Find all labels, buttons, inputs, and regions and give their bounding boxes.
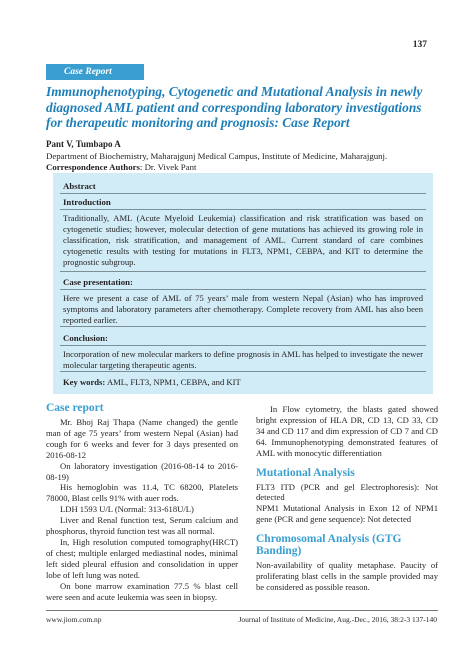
paragraph: FLT3 ITD (PCR and gel Electrophoresis): Not detected [256, 481, 438, 503]
footer-website: www.jiom.com.np [46, 615, 102, 624]
footer-divider [46, 610, 438, 611]
page-number: 137 [412, 40, 427, 50]
chromosomal-analysis-body [256, 560, 438, 593]
footer-citation: Journal of Institute of Medicine, Aug.-Dec., 2016, 38:2-3 137-140 [238, 615, 437, 624]
paragraph: On bone marrow examination 77.5 % blast cell were seen and acute leukemia was seen in biopsy. [46, 580, 238, 602]
affiliation: Department of Biochemistry, Maharajgunj Medical Campus, Institute of Medicine, Maharajgunj. [46, 151, 388, 161]
case-presentation-text: Here we present a case of AML of 75 years’ male from western Nepal (Asian) who has improved symptoms and laboratory parameters after chemotherapy. Complete recovery from AML has also been reported earlier. [63, 293, 423, 325]
affiliation-block [46, 151, 438, 173]
paragraph: In Flow cytometry, the blasts gated showed bright expression of HLA DR, CD 13, CD 33, CD 34 and CD 117 and dim expression of CD 7 and CD 64. Immunophenotyping demonstrated features of AML with monocytic differentiation [256, 404, 438, 458]
abstract-divider [60, 193, 426, 194]
abstract-divider [60, 326, 426, 327]
chromosomal-analysis-heading: Chromosomal Analysis (GTG Banding) [256, 533, 402, 558]
mutational-analysis-body [256, 482, 438, 526]
keywords-label: Key words: [63, 377, 106, 387]
mutational-analysis-heading: Mutational Analysis [256, 466, 355, 479]
keywords [63, 377, 423, 388]
intro-heading: Introduction [63, 197, 111, 207]
paragraph: His hemoglobin was 11.4, TC 68200, Platelets 78000, Blast cells 91% with auer rods. [46, 482, 238, 504]
left-column [46, 402, 238, 602]
conclusion-heading: Conclusion: [63, 333, 108, 343]
case-presentation-heading: Case presentation: [63, 277, 133, 287]
correspondence-label: Correspondence Authors [46, 162, 140, 172]
paragraph: Non-availability of quality metaphase. Paucity of proliferating blast cells in the sample provided may be considered as possible reason. [256, 560, 438, 592]
intro-text: Traditionally, AML (Acute Myeloid Leukemia) classification and risk stratification was based on cytogenetic studies; however, molecular detection of gene mutations has achieved its growing role in classification, risk stratification, and management of AML. Current standard of care combines cytogenetic results with testing for mutations in FLT3, NPM1, CEBPA, and KIT to determine the prognostic subgroup. [63, 213, 423, 267]
paragraph: In, High resolution computed tomography(HRCT) of chest; multiple enlarged mediastinal nodes, minimal left sided pleural effusion and consolidation in upper lobe of left lung was noted. [46, 536, 238, 580]
abstract-box [53, 173, 433, 394]
flow-cytometry-text [256, 404, 438, 459]
correspondence [46, 162, 438, 173]
paragraph: NPM1 Mutational Analysis in Exon 12 of NPM1 gene (PCR and gene sequence): Not detected [256, 503, 438, 525]
authors: Pant V, Tumbapo A [46, 139, 121, 149]
paragraph: On laboratory investigation (2016-08-14 to 2016-08-19) [46, 460, 238, 482]
abstract-divider [60, 289, 426, 290]
paragraph: LDH 1593 U/L (Normal: 313-618U/L) [60, 504, 194, 515]
abstract-divider [60, 371, 426, 372]
case-report-heading: Case report [46, 402, 104, 414]
keywords-text: AML, FLT3, NPM1, CEBPA, and KIT [106, 377, 241, 387]
abstract-divider [60, 209, 426, 210]
right-column [256, 404, 438, 593]
case-report-body [46, 417, 238, 602]
article-type-badge: Case Report [46, 64, 144, 80]
conclusion-text: Incorporation of new molecular markers to define prognosis in AML has helped to investigate the newer molecular targeting therapeutic agents. [63, 349, 423, 370]
abstract-heading: Abstract [63, 181, 96, 191]
abstract-divider [60, 271, 426, 272]
article-title: Immunophenotyping, Cytogenetic and Mutational Analysis in newly diagnosed AML patient and corresponding laboratory investigations for therapeutic monitoring and prognosis: Case Report [46, 84, 423, 130]
paragraph: Liver and Renal function test, Serum calcium and phosphorus, thyroid function test was all normal. [46, 515, 238, 537]
paragraph: Mr. Bhoj Raj Thapa (Name changed) the gentle man of age 75 years’ from western Nepal (Asian) had cough for 6 weeks and fever for 3 days presented on 2016-08-12 [46, 417, 238, 460]
correspondence-value: : Dr. Vivek Pant [139, 162, 197, 172]
abstract-divider [60, 345, 426, 346]
